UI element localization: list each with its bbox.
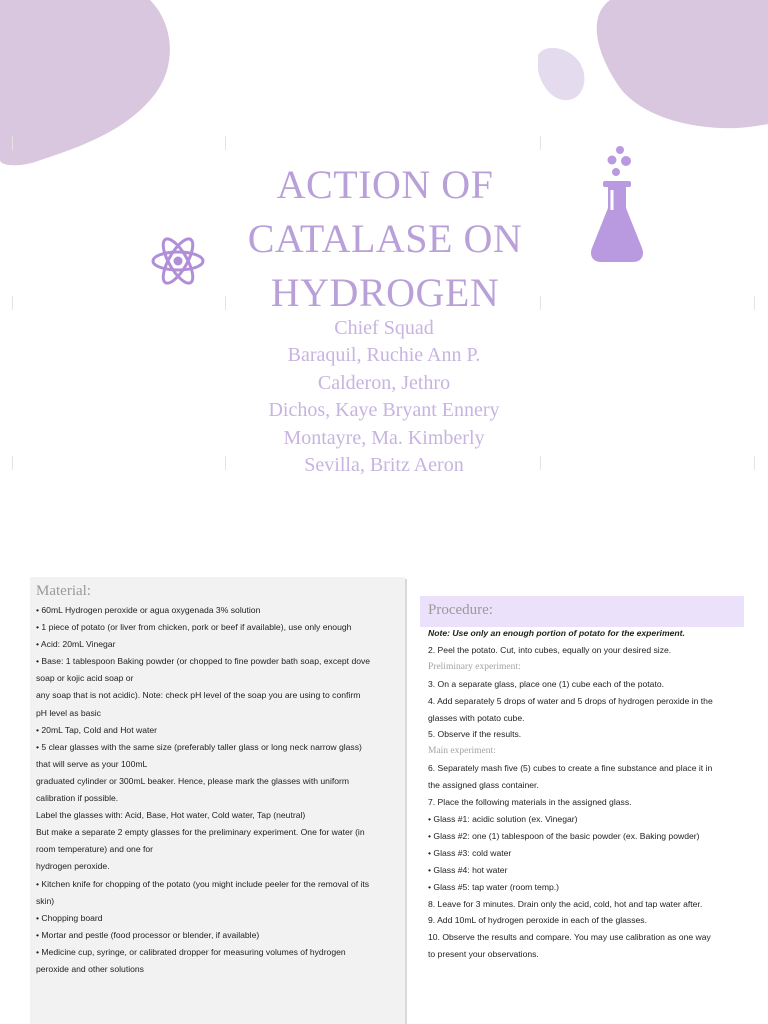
procedure-heading: Procedure: bbox=[428, 602, 493, 618]
material-line: • Base: 1 tablespoon Baking powder (or chopped to fine powder bath soap, except dove bbox=[36, 656, 371, 667]
material-line: • Kitchen knife for chopping of the potato (you might include peeler for the removal of its bbox=[36, 878, 370, 889]
material-line: skin) bbox=[36, 895, 55, 906]
tick-mark bbox=[12, 136, 13, 150]
material-line: peroxide and other solutions bbox=[36, 963, 144, 974]
material-line: Label the glasses with: Acid, Base, Hot water, Cold water, Tap (neutral) bbox=[36, 810, 306, 821]
procedure-body bbox=[428, 625, 746, 963]
material-line: • Mortar and pestle (food processor or blender, if available) bbox=[36, 929, 260, 940]
material-line: room temperature) and one for bbox=[36, 844, 154, 855]
procedure-step: 8. Leave for 3 minutes. Drain only the acid, cold, hot and tap water after. bbox=[428, 898, 703, 909]
procedure-step: 4. Add separately 5 drops of water and 5 drops of hydrogen peroxide in the bbox=[428, 695, 713, 706]
material-heading: Material: bbox=[36, 583, 91, 599]
procedure-step: 9. Add 10mL of hydrogen peroxide in each of the glasses. bbox=[428, 915, 647, 926]
team-member: Dichos, Kaye Bryant Ennery bbox=[268, 399, 500, 422]
team-member: Sevilla, Britz Aeron bbox=[304, 454, 464, 477]
procedure-step: the assigned glass container. bbox=[428, 780, 539, 791]
procedure-step: 6. Separately mash five (5) cubes to create a fine substance and place it in bbox=[428, 763, 713, 774]
procedure-step: glasses with potato cube. bbox=[428, 712, 525, 723]
procedure-step: • Glass #4: hot water bbox=[428, 864, 508, 875]
team-member: Montayre, Ma. Kimberly bbox=[283, 426, 485, 449]
team-member: Calderon, Jethro bbox=[317, 371, 451, 394]
preliminary-label: Preliminary experiment: bbox=[428, 661, 521, 672]
flask-icon bbox=[586, 144, 648, 266]
tick-mark bbox=[225, 136, 226, 150]
material-line: soap or kojic acid soap or bbox=[36, 673, 134, 684]
procedure-step: 2. Peel the potato. Cut, into cubes, equally on your desired size. bbox=[428, 644, 672, 655]
procedure-step: • Glass #5: tap water (room temp.) bbox=[428, 881, 560, 892]
tick-mark bbox=[540, 136, 541, 150]
procedure-step: to present your observations. bbox=[428, 949, 539, 960]
material-line: • Medicine cup, syringe, or calibrated dropper for measuring volumes of hydrogen bbox=[36, 946, 346, 957]
tick-mark bbox=[754, 296, 755, 310]
procedure-step: • Glass #3: cold water bbox=[428, 847, 512, 858]
material-line: any soap that is not acidic). Note: check pH level of the soap you are using to confirm bbox=[36, 690, 361, 701]
title-line: CATALASE ON bbox=[247, 216, 523, 261]
material-line: calibration if possible. bbox=[36, 793, 119, 804]
title-line: HYDROGEN bbox=[270, 270, 500, 315]
procedure-step: • Glass #2: one (1) tablespoon of the basic powder (ex. Baking powder) bbox=[428, 830, 700, 841]
tick-mark bbox=[754, 456, 755, 470]
material-line: that will serve as your 100mL bbox=[36, 758, 148, 769]
material-panel bbox=[30, 577, 405, 1024]
material-line: • 1 piece of potato (or liver from chicken, pork or beef if available), use only enough bbox=[36, 622, 352, 633]
material-line: • 5 clear glasses with the same size (preferably taller glass or long neck narrow glass) bbox=[36, 741, 362, 752]
procedure-step: 3. On a separate glass, place one (1) cube each of the potato. bbox=[428, 678, 665, 689]
tick-mark bbox=[12, 456, 13, 470]
procedure-note: Note: Use only an enough portion of potato for the experiment. bbox=[428, 628, 685, 638]
material-line: • 60mL Hydrogen peroxide or agua oxygenada 3% solution bbox=[36, 605, 261, 615]
procedure-step: 7. Place the following materials in the assigned glass. bbox=[428, 797, 632, 808]
material-line: • Acid: 20mL Vinegar bbox=[36, 639, 116, 650]
procedure-step: 10. Observe the results and compare. You may use calibration as one way bbox=[428, 932, 711, 943]
material-line: hydrogen peroxide. bbox=[36, 861, 110, 872]
document-title bbox=[190, 158, 580, 320]
team-member: Baraquil, Ruchie Ann P. bbox=[287, 344, 481, 367]
procedure-header bbox=[420, 596, 744, 627]
material-line: graduated cylinder or 300mL beaker. Hence, please mark the glasses with uniform bbox=[36, 775, 350, 786]
main-label: Main experiment: bbox=[428, 746, 496, 757]
title-line: ACTION OF bbox=[276, 162, 494, 207]
tick-mark bbox=[12, 296, 13, 310]
material-line: • 20mL Tap, Cold and Hot water bbox=[36, 724, 157, 735]
procedure-step: • Glass #1: acidic solution (ex. Vinegar) bbox=[428, 813, 578, 824]
team-name: Chief Squad bbox=[334, 317, 434, 339]
material-line: pH level as basic bbox=[36, 707, 101, 718]
decorative-blob-top-left bbox=[0, 0, 180, 170]
material-line: But make a separate 2 empty glasses for the preliminary experiment. One for water (in bbox=[36, 827, 365, 838]
material-list bbox=[36, 602, 399, 978]
team-block bbox=[184, 315, 584, 479]
decorative-blob-top-right bbox=[538, 0, 768, 140]
procedure-step: 5. Observe if the results. bbox=[428, 729, 522, 740]
material-line: • Chopping board bbox=[36, 912, 103, 923]
